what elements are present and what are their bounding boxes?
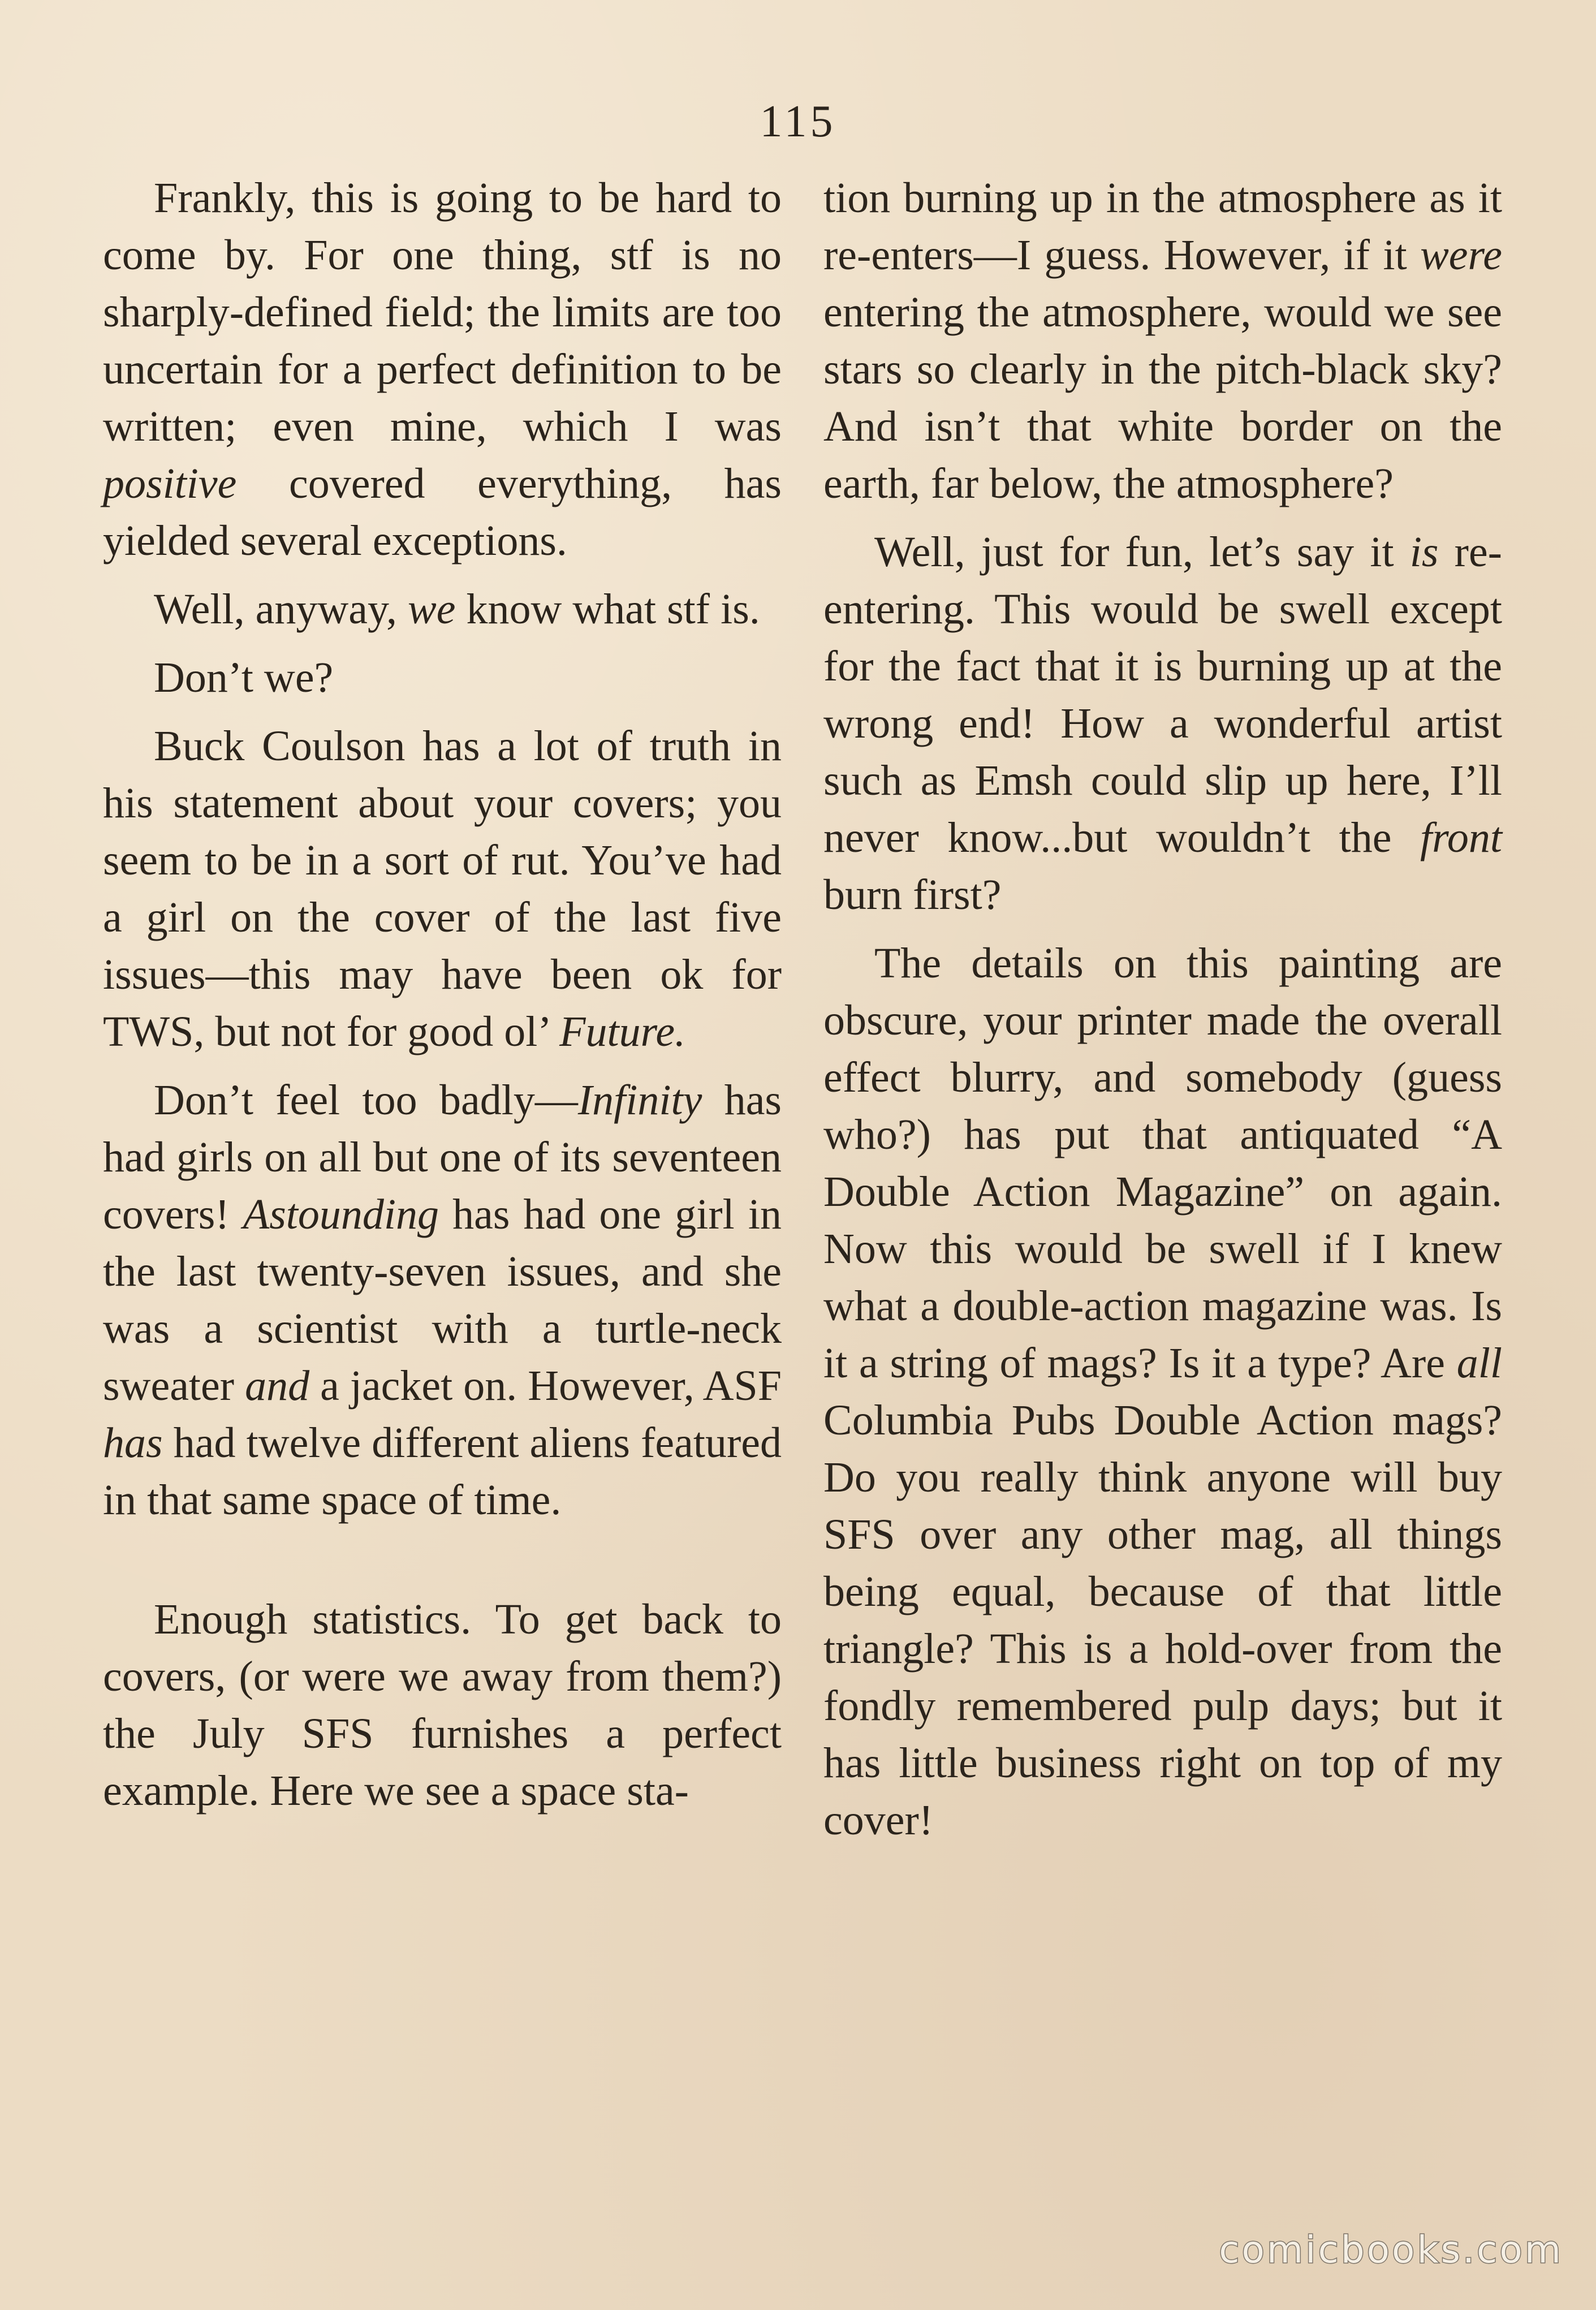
text-run: Enough statistics. To get back to covers, (or were we away from them?) the July SFS furnishes a perfect example. Here we see a space sta- — [103, 1596, 782, 1815]
text-run: has had one girl in the last twenty-seven issues, and she was a scientist with a turtle-neck sweater — [103, 1191, 782, 1410]
italic-text: Infinity — [577, 1076, 702, 1124]
text-run: know what stf is. — [455, 585, 760, 633]
text-run: Buck Coulson has a lot of truth in his statement about your covers; you seem to be in a sort of rut. You’ve had a girl on the cover of the last five issues—this may have been ok for TWS, but not for good ol’ — [103, 722, 782, 1055]
italic-text: all — [1456, 1339, 1502, 1387]
paragraph-p5 — [103, 1072, 782, 1529]
paragraph-p8 — [823, 524, 1502, 924]
text-run: The details on this painting are obscure, your printer made the overall effect blurry, and somebody (guess who?) has put that antiquated “A Double Action Magazine” on again. Now this would be swell if I knew what a double-action magazine was. Is it a string of mags? Is it a type? Are — [823, 939, 1502, 1387]
text-run: Well, anyway, — [154, 585, 408, 633]
text-run: a jacket on. However, ASF — [309, 1362, 782, 1410]
text-run: has had girls on all but one of its seventeen covers! — [103, 1076, 782, 1238]
paragraph-p7 — [823, 170, 1502, 512]
text-run: Well, just for fun, let’s say it — [874, 528, 1410, 576]
right-column — [823, 170, 1502, 1860]
italic-text: is — [1409, 528, 1439, 576]
italic-text: front — [1420, 814, 1502, 861]
italic-text: positive — [103, 460, 237, 507]
paragraph-p1 — [103, 170, 782, 570]
text-run: entering the atmosphere, would we see stars so clearly in the pitch-black sky? And isn’t that white border on the earth, far below, the atmosphere? — [823, 288, 1502, 507]
paragraph-p3 — [103, 649, 782, 706]
italic-text: Future. — [559, 1008, 686, 1055]
text-run: Don’t feel too badly— — [154, 1076, 578, 1124]
text-run: Don’t we? — [154, 654, 334, 701]
text-run: re-entering. This would be swell except for the fact that it is burning up at the wrong end! How a wonderful artist such as Emsh could slip up here, I’ll never know...but wouldn’t the — [823, 528, 1502, 861]
text-run: burn first? — [823, 871, 1002, 919]
watermark-logo: comicbooks.com — [1219, 2228, 1563, 2272]
paragraph-p6 — [103, 1591, 782, 1820]
left-column — [103, 170, 782, 1831]
paragraph-p9 — [823, 935, 1502, 1849]
text-run: covered everything, has yielded several exceptions. — [103, 460, 782, 564]
italic-text: were — [1420, 231, 1502, 279]
text-run: Columbia Pubs Double Action mags? Do you really think anyone will buy SFS over any other mag, all things being equal, because of that little triangle? This is a hold-over from the fondly remembered pulp days; but it has little business right on top of my cover! — [823, 1397, 1502, 1844]
italic-text: and — [245, 1362, 310, 1410]
text-run: Frankly, this is going to be hard to come by. For one thing, stf is no sharply-defined field; the limits are too uncertain for a perfect definition to be written; even mine, which I was — [103, 174, 782, 450]
page-number: 115 — [760, 97, 836, 146]
text-run: tion burning up in the atmosphere as it re-enters—I guess. However, if it — [823, 174, 1502, 279]
italic-text: has — [103, 1419, 163, 1467]
text-run: had twelve different aliens featured in that same space of time. — [103, 1419, 782, 1524]
italic-text: Astounding — [243, 1191, 439, 1238]
paragraph-p4 — [103, 718, 782, 1061]
italic-text: we — [408, 585, 456, 633]
paragraph-p2 — [103, 581, 782, 638]
